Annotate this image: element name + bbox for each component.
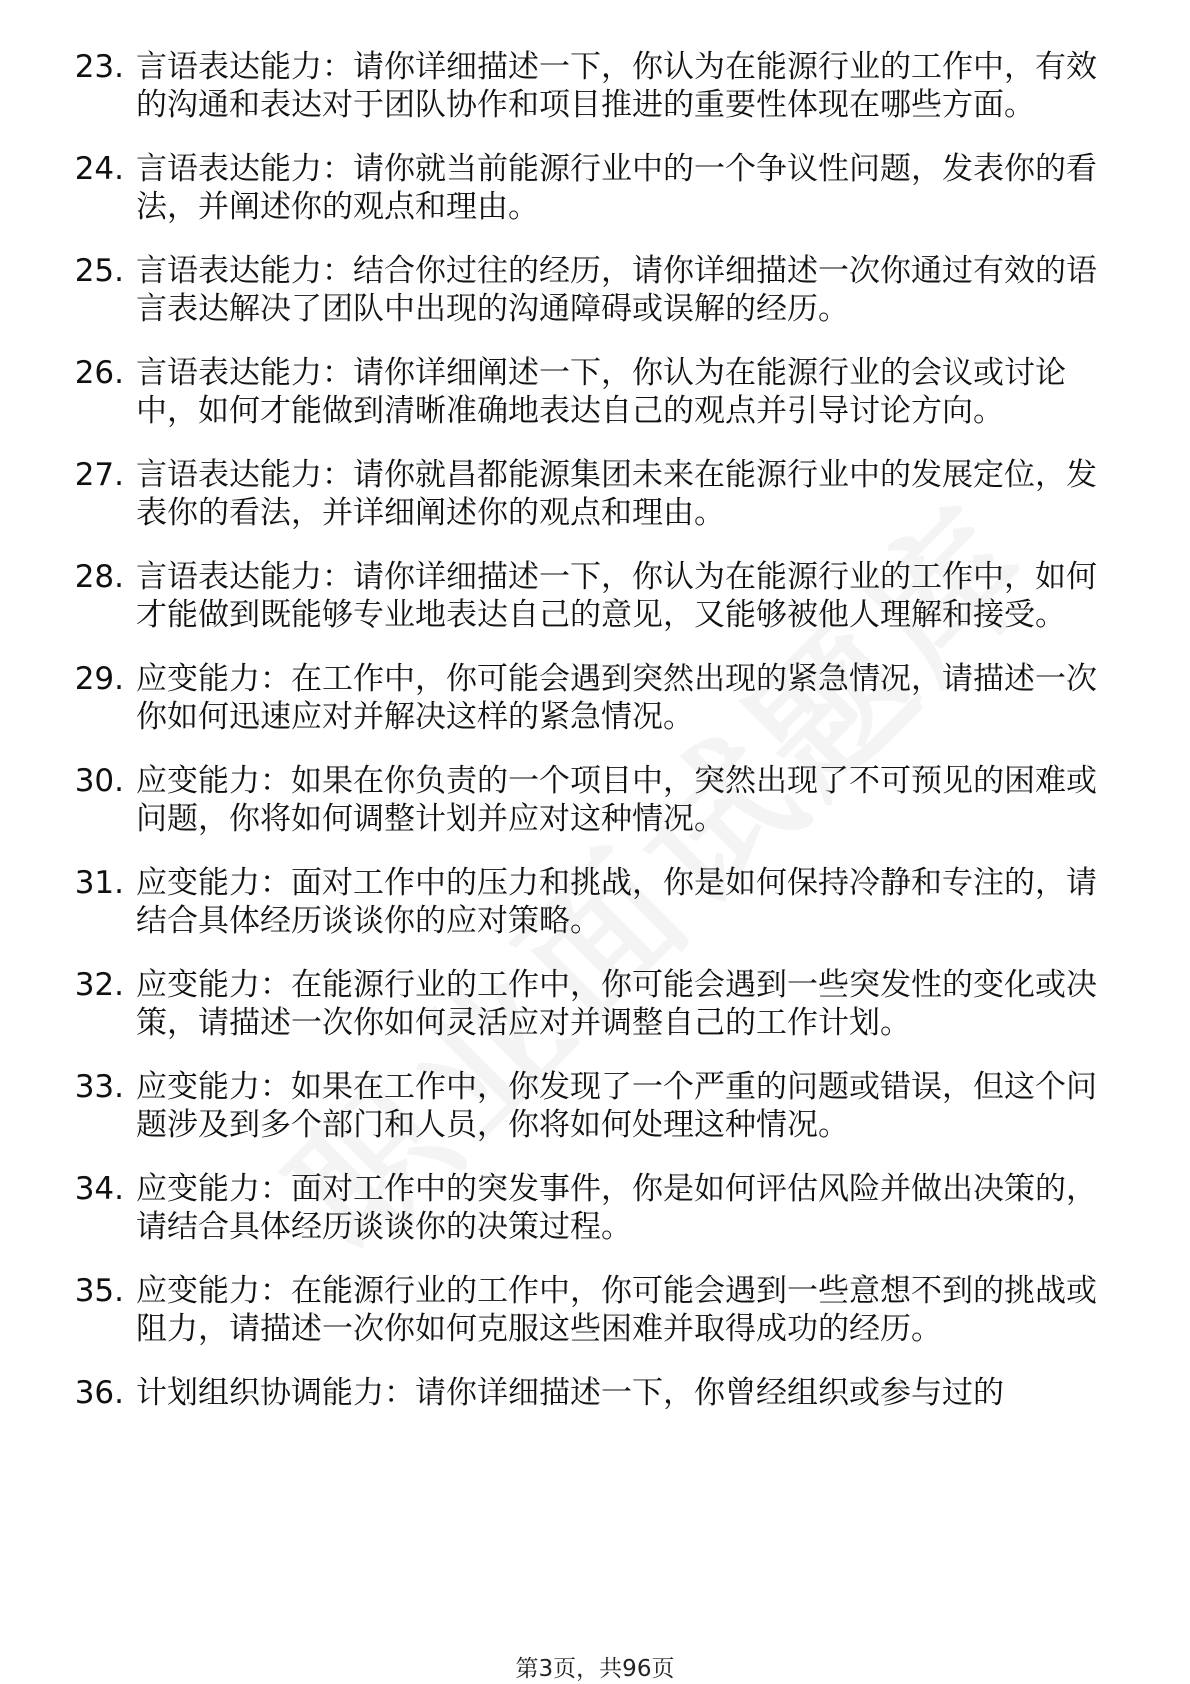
item-number: 23.	[74, 49, 124, 85]
item-text: 应变能力：在工作中，你可能会遇到突然出现的紧急情况，请描述一次你如何迅速应对并解决这样的紧急情况。	[136, 661, 1097, 735]
item-text: 言语表达能力：请你就当前能源行业中的一个争议性问题，发表你的看法，并阐述你的观点和理由。	[136, 151, 1097, 225]
item-text: 言语表达能力：请你详细阐述一下，你认为在能源行业的会议或讨论中，如何才能做到清晰准确地表达自己的观点并引导讨论方向。	[136, 355, 1066, 429]
item-text: 言语表达能力：请你就昌都能源集团未来在能源行业中的发展定位，发表你的看法，并详细阐述你的观点和理由。	[136, 457, 1097, 531]
item-text: 应变能力：在能源行业的工作中，你可能会遇到一些突发性的变化或决策，请描述一次你如何灵活应对并调整自己的工作计划。	[136, 967, 1097, 1041]
item-text: 言语表达能力：结合你过往的经历，请你详细描述一次你通过有效的语言表达解决了团队中出现的沟通障碍或误解的经历。	[136, 253, 1097, 327]
list-item	[58, 48, 1118, 124]
list-item	[58, 252, 1118, 328]
item-text: 计划组织协调能力：请你详细描述一下，你曾经组织或参与过的	[136, 1375, 1004, 1411]
item-number: 36.	[74, 1375, 124, 1411]
list-item	[58, 1374, 1118, 1412]
list-item	[58, 1068, 1118, 1144]
item-text: 应变能力：面对工作中的突发事件，你是如何评估风险并做出决策的，请结合具体经历谈谈你的决策过程。	[136, 1171, 1097, 1245]
item-number: 32.	[74, 967, 124, 1003]
item-number: 28.	[74, 559, 124, 595]
item-text: 言语表达能力：请你详细描述一下，你认为在能源行业的工作中，如何才能做到既能够专业地表达自己的意见，又能够被他人理解和接受。	[136, 559, 1097, 633]
item-number: 35.	[74, 1273, 124, 1309]
item-text: 应变能力：如果在你负责的一个项目中，突然出现了不可预见的困难或问题，你将如何调整计划并应对这种情况。	[136, 763, 1097, 837]
list-item	[58, 558, 1118, 634]
item-number: 29.	[74, 661, 124, 697]
item-text: 言语表达能力：请你详细描述一下，你认为在能源行业的工作中，有效的沟通和表达对于团队协作和项目推进的重要性体现在哪些方面。	[136, 49, 1097, 123]
list-item	[58, 966, 1118, 1042]
list-item	[58, 1170, 1118, 1246]
item-number: 25.	[74, 253, 124, 289]
list-item	[58, 150, 1118, 226]
list-item	[58, 864, 1118, 940]
item-number: 26.	[74, 355, 124, 391]
item-number: 34.	[74, 1171, 124, 1207]
item-number: 24.	[74, 151, 124, 187]
item-text: 应变能力：如果在工作中，你发现了一个严重的问题或错误，但这个问题涉及到多个部门和人员，你将如何处理这种情况。	[136, 1069, 1097, 1143]
list-item	[58, 354, 1118, 430]
list-item	[58, 1272, 1118, 1348]
item-number: 27.	[74, 457, 124, 493]
question-list	[58, 48, 1118, 1438]
item-number: 31.	[74, 865, 124, 901]
item-number: 30.	[74, 763, 124, 799]
item-text: 应变能力：在能源行业的工作中，你可能会遇到一些意想不到的挑战或阻力，请描述一次你如何克服这些困难并取得成功的经历。	[136, 1273, 1097, 1347]
item-number: 33.	[74, 1069, 124, 1105]
page-footer: 第3页，共96页	[515, 1656, 675, 1682]
list-item	[58, 660, 1118, 736]
list-item	[58, 762, 1118, 838]
list-item	[58, 456, 1118, 532]
item-text: 应变能力：面对工作中的压力和挑战，你是如何保持冷静和专注的，请结合具体经历谈谈你的应对策略。	[136, 865, 1097, 939]
